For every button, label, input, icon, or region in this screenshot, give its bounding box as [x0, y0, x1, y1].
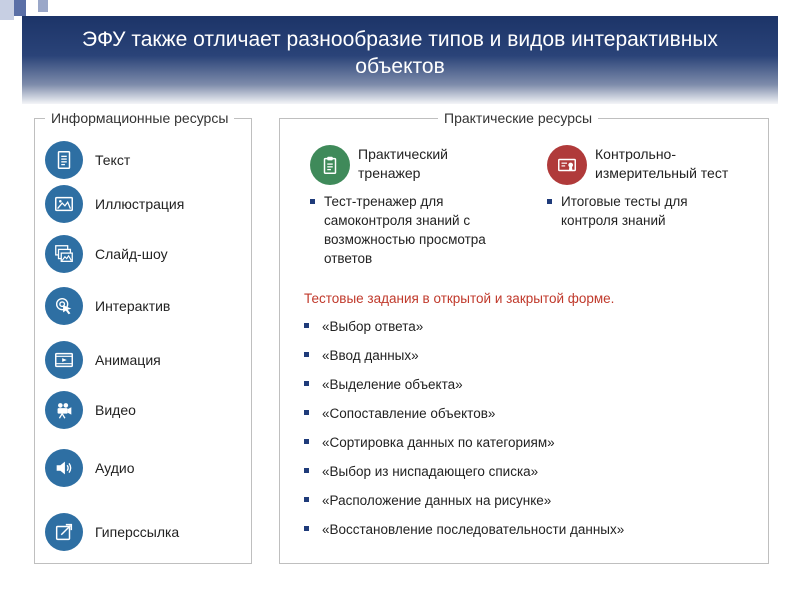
practice-trainer-card	[310, 145, 448, 185]
corner-decor-square	[0, 0, 14, 20]
task-list	[304, 317, 744, 549]
list-item: «Выбор ответа»	[304, 317, 744, 346]
list-item: «Выделение объекта»	[304, 375, 744, 404]
card-description	[547, 192, 747, 230]
card-title	[358, 145, 448, 183]
resource-label: Интерактив	[95, 298, 171, 314]
resource-label: Аудио	[95, 460, 135, 476]
resource-label: Анимация	[95, 352, 161, 368]
resource-item-slideshow	[45, 235, 168, 273]
image-icon	[45, 185, 83, 223]
description-line: Тест-тренажер для	[324, 194, 444, 209]
video-camera-icon	[45, 391, 83, 429]
card-description	[310, 192, 520, 268]
card-title-line: Практический	[358, 146, 448, 162]
list-item: «Ввод данных»	[304, 346, 744, 375]
card-title-line: Контрольно-	[595, 146, 676, 162]
list-item: «Восстановление последовательности данных»	[304, 520, 744, 549]
resource-item-audio	[45, 449, 135, 487]
list-item: «Сопоставление объектов»	[304, 404, 744, 433]
slideshow-icon	[45, 235, 83, 273]
resource-item-video	[45, 391, 136, 429]
corner-decor-square	[38, 0, 48, 12]
cursor-click-icon	[45, 287, 83, 325]
resource-label: Видео	[95, 402, 136, 418]
description-line: контроля знаний	[561, 213, 666, 228]
list-item: «Расположение данных на рисунке»	[304, 491, 744, 520]
slide-title: ЭФУ также отличает разнообразие типов и видов интерактивных объектов	[82, 28, 718, 78]
panel-title: Практические ресурсы	[438, 110, 598, 126]
animation-play-icon	[45, 341, 83, 379]
practical-resources-panel	[279, 110, 769, 564]
resource-item-text	[45, 141, 130, 179]
tasks-heading: Тестовые задания в открытой и закрытой форме.	[304, 291, 615, 306]
resource-item-illustration	[45, 185, 184, 223]
card-title-line: тренажер	[358, 165, 421, 181]
card-title-line: измерительный тест	[595, 165, 729, 181]
resource-item-animation	[45, 341, 161, 379]
description-line: самоконтроля знаний с	[324, 213, 471, 228]
document-icon	[45, 141, 83, 179]
card-title	[595, 145, 728, 183]
description-line: Итоговые тесты для	[561, 194, 688, 209]
resource-label: Гиперссылка	[95, 524, 180, 540]
certificate-icon	[547, 145, 587, 185]
information-resources-panel	[34, 110, 252, 564]
speaker-icon	[45, 449, 83, 487]
control-test-card	[547, 145, 728, 185]
slide-header	[22, 16, 778, 104]
resource-label: Слайд-шоу	[95, 246, 168, 262]
clipboard-icon	[310, 145, 350, 185]
resource-label: Текст	[95, 152, 131, 168]
corner-decor-square	[14, 0, 26, 16]
list-item: «Выбор из ниспадающего списка»	[304, 462, 744, 491]
description-line: ответов	[324, 251, 373, 266]
resource-item-hyperlink	[45, 513, 179, 551]
list-item: «Сортировка данных по категориям»	[304, 433, 744, 462]
description-line: возможностью просмотра	[324, 232, 486, 247]
resource-item-interactive	[45, 287, 170, 325]
panel-title: Информационные ресурсы	[45, 110, 234, 126]
hyperlink-icon	[45, 513, 83, 551]
resource-label: Иллюстрация	[95, 196, 185, 212]
